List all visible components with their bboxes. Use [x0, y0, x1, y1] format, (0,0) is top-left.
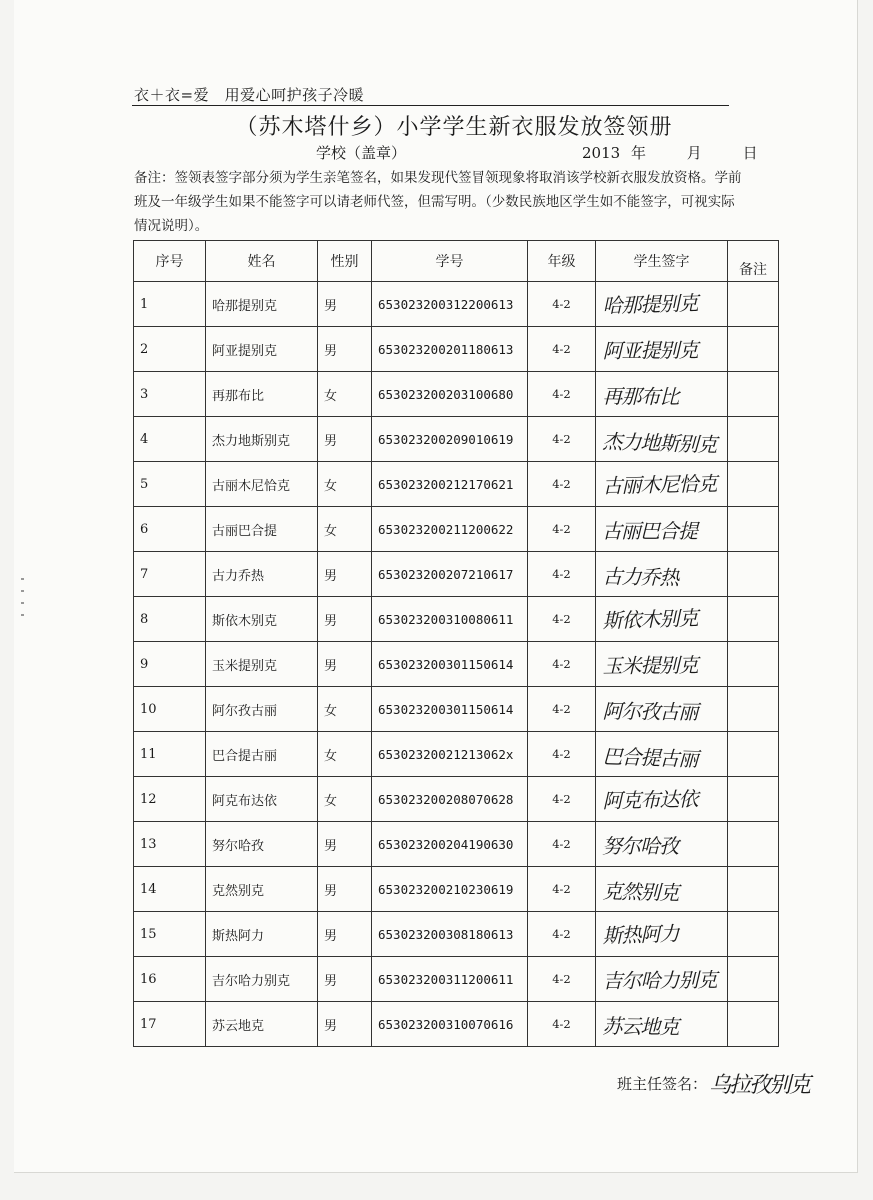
student-id: 653023200207210617: [372, 552, 528, 597]
student-sex: 男: [318, 642, 372, 687]
row-number: 6: [134, 507, 206, 552]
row-number: 15: [134, 912, 206, 957]
student-signature: 阿克布达依: [595, 774, 728, 822]
student-id: 653023200212170621: [372, 462, 528, 507]
header-name: 姓名: [206, 241, 318, 282]
student-id: 653023200209010619: [372, 417, 528, 462]
teacher-signature: 乌拉孜别克: [709, 1073, 810, 1098]
student-id: 653023200308180613: [372, 912, 528, 957]
remark-cell: [728, 507, 779, 552]
table-row: [134, 507, 779, 552]
student-signature: 玉米提别克: [595, 640, 727, 686]
student-sex: 男: [318, 1002, 372, 1047]
student-signature: 克然别克: [595, 867, 728, 915]
student-sex: 女: [318, 462, 372, 507]
student-id: 653023200201180613: [372, 327, 528, 372]
student-name: 巴合提古丽: [206, 732, 318, 777]
student-sex: 男: [318, 327, 372, 372]
header-sex: 性别: [318, 241, 372, 282]
student-name: 阿尔孜古丽: [206, 687, 318, 732]
student-grade: 4-2: [528, 957, 596, 1002]
student-name: 古丽巴合提: [206, 507, 318, 552]
student-name: 阿克布达依: [206, 777, 318, 822]
student-id: 653023200203100680: [372, 372, 528, 417]
date-line: [582, 142, 758, 163]
student-grade: 4-2: [528, 1002, 596, 1047]
header-id: 学号: [372, 241, 528, 282]
header-slogan: 衣＋衣=爱 用爱心呵护孩子冷暖: [134, 86, 365, 104]
table-row: [134, 417, 779, 462]
header-signature: 学生签字: [596, 241, 728, 282]
student-sex: 女: [318, 777, 372, 822]
student-id: 653023200210230619: [372, 867, 528, 912]
table-row: [134, 462, 779, 507]
student-signature: 古丽木尼恰克: [595, 459, 728, 507]
table-row: [134, 912, 779, 957]
date-year: 2013: [582, 144, 621, 162]
student-sex: 男: [318, 912, 372, 957]
table-row: [134, 642, 779, 687]
student-name: 再那布比: [206, 372, 318, 417]
row-number: 7: [134, 552, 206, 597]
header-remark: 备注: [728, 241, 779, 282]
student-grade: 4-2: [528, 417, 596, 462]
table-row: [134, 777, 779, 822]
table-body: [134, 282, 779, 1047]
remark-cell: [728, 687, 779, 732]
distribution-roster-table: [133, 240, 779, 1047]
student-sex: 男: [318, 552, 372, 597]
student-sex: 男: [318, 822, 372, 867]
student-signature: 再那布比: [595, 372, 727, 418]
remark-cell: [728, 462, 779, 507]
date-year-unit: 年: [630, 144, 646, 162]
student-signature: 哈那提别克: [595, 277, 728, 326]
student-signature: 古力乔热: [595, 552, 728, 600]
student-signature: 阿亚提别克: [595, 325, 727, 371]
row-number: 2: [134, 327, 206, 372]
document-sheet: [14, 0, 858, 1173]
student-grade: 4-2: [528, 462, 596, 507]
student-name: 杰力地斯别克: [206, 417, 318, 462]
student-grade: 4-2: [528, 912, 596, 957]
student-id: 653023200310080611: [372, 597, 528, 642]
student-signature: 巴合提古丽: [595, 732, 728, 781]
date-month-unit: 月: [686, 144, 702, 162]
remark-cell: [728, 417, 779, 462]
student-id: 653023200208070628: [372, 777, 528, 822]
table-row: [134, 732, 779, 777]
student-signature: 古丽巴合提: [596, 507, 728, 552]
table-row: [134, 327, 779, 372]
remark-cell: [728, 957, 779, 1002]
row-number: 14: [134, 867, 206, 912]
header-no: 序号: [134, 241, 206, 282]
student-id: 653023200301150614: [372, 642, 528, 687]
scan-artifact-marks: [20, 568, 26, 638]
remark-cell: [728, 1002, 779, 1047]
student-name: 玉米提别克: [206, 642, 318, 687]
student-grade: 4-2: [528, 507, 596, 552]
school-seal-label: 学校（盖章）: [316, 144, 407, 162]
student-id: 65302320021213062x: [372, 732, 528, 777]
student-signature: 斯热阿力: [595, 907, 728, 956]
student-sex: 女: [318, 372, 372, 417]
student-name: 努尔哈孜: [206, 822, 318, 867]
table-row: [134, 822, 779, 867]
student-id: 653023200204190630: [372, 822, 528, 867]
table-row: [134, 552, 779, 597]
student-signature: 苏云地克: [595, 1002, 727, 1048]
student-grade: 4-2: [528, 282, 596, 327]
remark-cell: [728, 552, 779, 597]
row-number: 12: [134, 777, 206, 822]
remark-cell: [728, 642, 779, 687]
student-grade: 4-2: [528, 372, 596, 417]
student-id: 653023200301150614: [372, 687, 528, 732]
table-row: [134, 867, 779, 912]
student-id: 653023200211200622: [372, 507, 528, 552]
student-grade: 4-2: [528, 687, 596, 732]
student-signature: 吉尔哈力别克: [595, 955, 727, 1001]
remark-cell: [728, 777, 779, 822]
student-name: 克然别克: [206, 867, 318, 912]
student-sex: 男: [318, 957, 372, 1002]
table-row: [134, 687, 779, 732]
header-divider: [132, 105, 729, 106]
header-grade: 年级: [528, 241, 596, 282]
row-number: 5: [134, 462, 206, 507]
student-sex: 男: [318, 282, 372, 327]
student-name: 吉尔哈力别克: [206, 957, 318, 1002]
teacher-signature-label: 班主任签名：: [617, 1075, 708, 1093]
student-signature: 杰力地斯别克: [595, 417, 728, 466]
student-grade: 4-2: [528, 597, 596, 642]
student-name: 斯热阿力: [206, 912, 318, 957]
row-number: 9: [134, 642, 206, 687]
remark-cell: [728, 867, 779, 912]
row-number: 8: [134, 597, 206, 642]
table-row: [134, 597, 779, 642]
student-grade: 4-2: [528, 552, 596, 597]
remark-cell: [728, 372, 779, 417]
student-grade: 4-2: [528, 822, 596, 867]
student-name: 古丽木尼恰克: [206, 462, 318, 507]
student-signature: 努尔哈孜: [596, 822, 728, 867]
student-id: 653023200311200611: [372, 957, 528, 1002]
student-grade: 4-2: [528, 777, 596, 822]
teacher-signature-block: [617, 1068, 809, 1099]
student-id: 653023200312200613: [372, 282, 528, 327]
instruction-note: 备注：签领表签字部分须为学生亲笔签名，如果发现代签冒领现象将取消该学校新衣服发放资格。学前班及一年级学生如果不能签字可以请老师代签，但需写明。（少数民族地区学生如不能签字，可视实际情况说明）。: [134, 170, 742, 234]
row-number: 17: [134, 1002, 206, 1047]
table-row: [134, 372, 779, 417]
remark-cell: [728, 597, 779, 642]
student-grade: 4-2: [528, 867, 596, 912]
student-sex: 女: [318, 687, 372, 732]
student-sex: 男: [318, 867, 372, 912]
table-row: [134, 957, 779, 1002]
student-grade: 4-2: [528, 327, 596, 372]
remark-cell: [728, 912, 779, 957]
remark-cell: [728, 282, 779, 327]
row-number: 16: [134, 957, 206, 1002]
student-grade: 4-2: [528, 642, 596, 687]
document-title: （苏木塔什乡）小学学生新衣服发放签领册: [235, 115, 673, 140]
student-signature: 斯依木别克: [595, 592, 728, 641]
student-id: 653023200310070616: [372, 1002, 528, 1047]
table-header-row: [134, 241, 779, 282]
date-day-unit: 日: [742, 144, 758, 162]
row-number: 10: [134, 687, 206, 732]
row-number: 1: [134, 282, 206, 327]
student-sex: 男: [318, 417, 372, 462]
row-number: 3: [134, 372, 206, 417]
student-sex: 男: [318, 597, 372, 642]
table-row: [134, 1002, 779, 1047]
table-row: [134, 282, 779, 327]
student-name: 哈那提别克: [206, 282, 318, 327]
row-number: 13: [134, 822, 206, 867]
student-sex: 女: [318, 507, 372, 552]
remark-cell: [728, 732, 779, 777]
row-number: 4: [134, 417, 206, 462]
student-sex: 女: [318, 732, 372, 777]
student-name: 阿亚提别克: [206, 327, 318, 372]
remark-cell: [728, 327, 779, 372]
student-grade: 4-2: [528, 732, 596, 777]
student-signature: 阿尔孜古丽: [595, 687, 727, 733]
student-name: 古力乔热: [206, 552, 318, 597]
student-name: 斯依木别克: [206, 597, 318, 642]
student-name: 苏云地克: [206, 1002, 318, 1047]
remark-cell: [728, 822, 779, 867]
row-number: 11: [134, 732, 206, 777]
